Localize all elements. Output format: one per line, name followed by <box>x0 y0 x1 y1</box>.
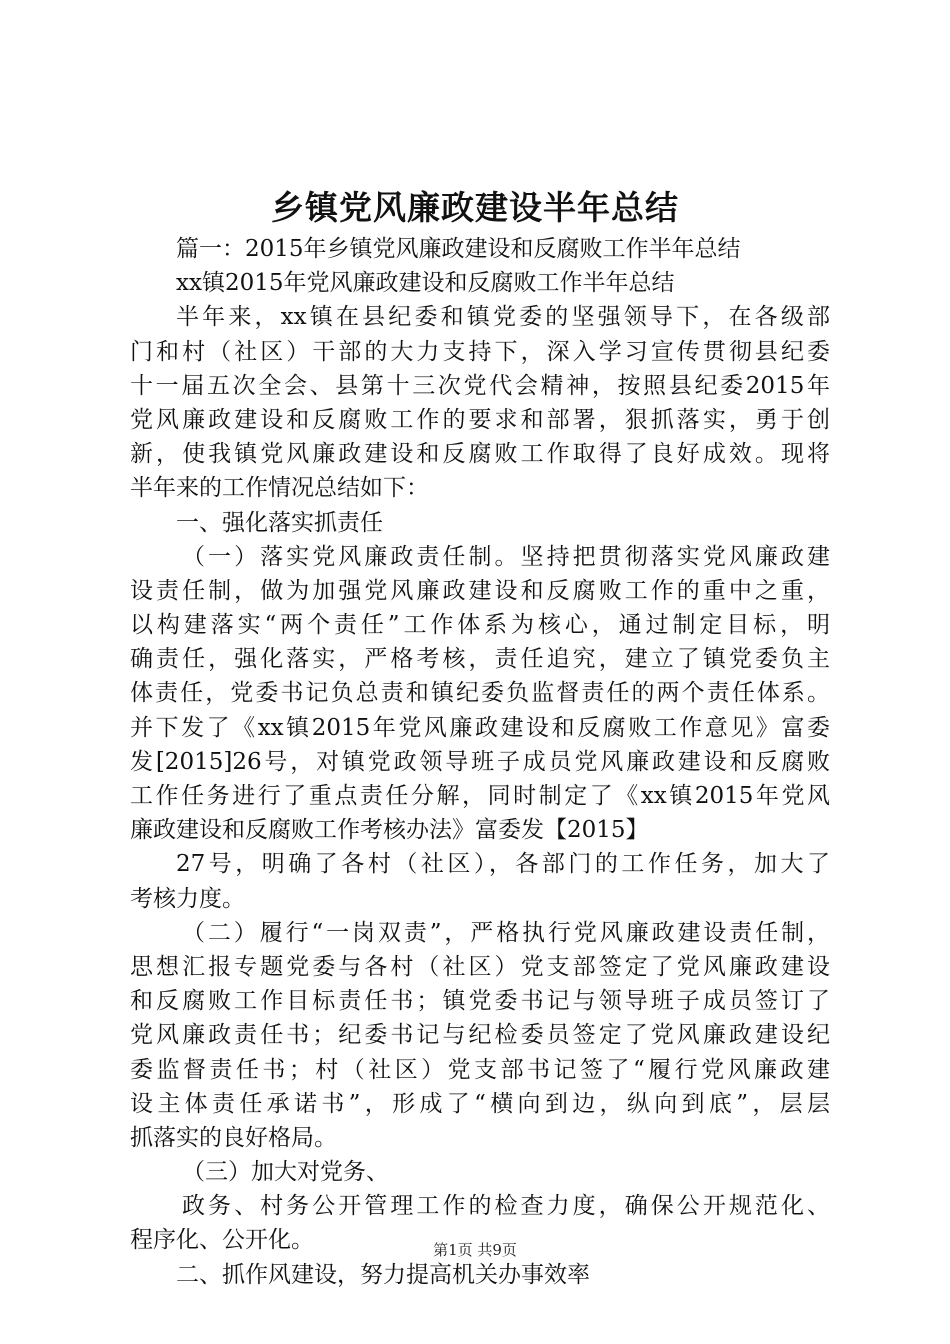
text-line: （三）加大对党务、 <box>182 1159 389 1186</box>
text-line: 门和村（社区）干部的大力支持下，深入学习宣传贯彻县纪委 <box>130 338 830 365</box>
text-line: 和反腐败工作目标责任书；镇党委书记与领导班子成员签订了 <box>130 988 830 1015</box>
text-line: xx镇2015年党风廉政建设和反腐败工作半年总结 <box>176 270 675 297</box>
text-line: 以构建落实“两个责任”工作体系为核心，通过制定目标，明 <box>130 612 830 639</box>
text-line: 体责任，党委书记负总责和镇纪委负监督责任的两个责任体系。 <box>130 680 830 707</box>
page-footer: 第1页 共9页 <box>433 1241 517 1259</box>
text-line: 并下发了《xx镇2015年党风廉政建设和反腐败工作意见》富委 <box>130 714 830 741</box>
text-line: 思想汇报专题党委与各村（社区）党支部签定了党风廉政建设 <box>130 953 830 980</box>
text-line: 新，使我镇党风廉政建设和反腐败工作取得了良好成效。现将 <box>130 441 830 468</box>
text-line: 程序化、公开化。 <box>130 1227 314 1254</box>
text-line: （二）履行“一岗双责”，严格执行党风廉政建设责任制， <box>182 919 830 946</box>
text-line: 抓落实的良好格局。 <box>130 1124 337 1151</box>
text-line: 廉政建设和反腐败工作考核办法》富委发【2015】 <box>130 817 649 844</box>
text-line: 一、强化落实抓责任 <box>176 509 383 536</box>
text-line: 党风廉政责任书；纪委书记与纪检委员签定了党风廉政建设纪 <box>130 1022 830 1049</box>
text-line: 半年来，xx镇在县纪委和镇党委的坚强领导下，在各级部 <box>176 304 830 331</box>
text-line: 工作任务进行了重点责任分解，同时制定了《xx镇2015年党风 <box>130 783 830 809</box>
text-line: 设主体责任承诺书”，形成了“横向到边，纵向到底”，层层 <box>130 1090 830 1117</box>
text-line: 发[2015]26号，对镇党政领导班子成员党风廉政建设和反腐败 <box>130 748 830 775</box>
text-line: 篇一：2015年乡镇党风廉政建设和反腐败工作半年总结 <box>176 236 741 262</box>
text-line: 考核力度。 <box>130 885 245 912</box>
text-line: 委监督责任书；村（社区）党支部书记签了“履行党风廉政建 <box>130 1056 830 1083</box>
text-line: 二、抓作风建设，努力提高机关办事效率 <box>176 1261 590 1288</box>
text-line: 27号，明确了各村（社区），各部门的工作任务，加大了 <box>176 851 830 878</box>
text-line: 确责任，强化落实，严格考核，责任追究，建立了镇党委负主 <box>130 646 830 673</box>
document-body <box>130 232 830 1292</box>
text-line: 党风廉政建设和反腐败工作的要求和部署，狠抓落实，勇于创 <box>130 406 830 433</box>
text-line: 十一届五次全会、县第十三次党代会精神，按照县纪委2015年 <box>130 372 830 399</box>
text-line: 设责任制，做为加强党风廉政建设和反腐败工作的重中之重， <box>130 577 830 604</box>
text-line: 半年来的工作情况总结如下： <box>130 475 429 502</box>
text-line: （一）落实党风廉政责任制。坚持把贯彻落实党风廉政建 <box>182 543 830 570</box>
text-line: 政务、村务公开管理工作的检查力度，确保公开规范化、 <box>182 1193 830 1220</box>
document-title: 乡镇党风廉政建设半年总结 <box>271 188 679 227</box>
